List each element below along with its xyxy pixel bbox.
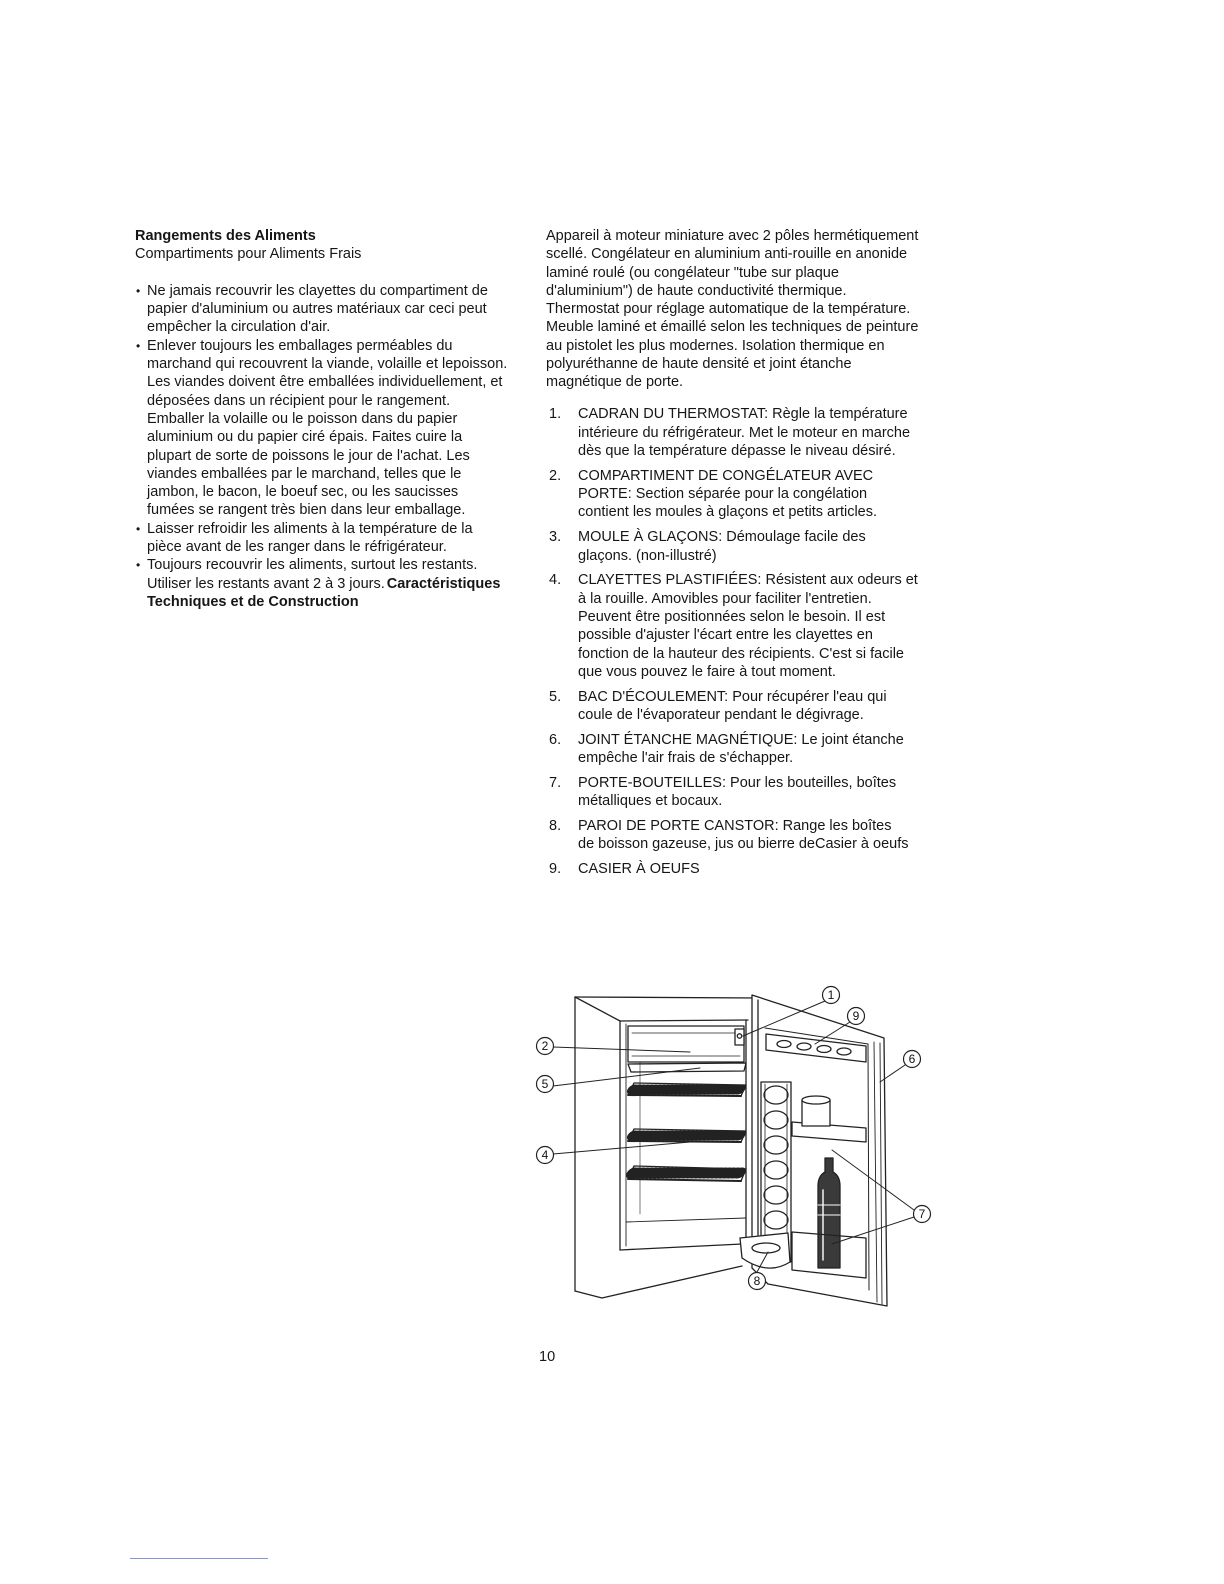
list-item [135, 282, 535, 337]
callout-6 [904, 1051, 921, 1068]
text-line: de boisson gazeuse, jus ou bierre deCasier à oeufs [578, 836, 909, 853]
text-fragment: Utiliser les restants avant 2 à 3 jours. [147, 575, 385, 592]
text-line: viandes emballées par le marchand, telles que le [147, 465, 462, 482]
item-number: 4. [549, 572, 562, 589]
door-canstor [740, 1233, 790, 1268]
callout-label: 5 [541, 1077, 549, 1091]
callout-2 [537, 1038, 554, 1055]
text-line: MOULE À GLAÇONS: Démoulage facile des [578, 529, 866, 546]
item-number: 2. [549, 467, 562, 484]
text-line: empêche l'air frais de s'échapper. [578, 750, 794, 767]
text-line: Laisser refroidir les aliments à la température de la [147, 520, 473, 537]
left-column [135, 227, 535, 611]
text-line: possible d'ajuster l'écart entre les clayettes en [578, 627, 873, 644]
text-line: Meuble laminé et émaillé selon les techniques de peinture [546, 319, 919, 336]
text-line: que vous pouvez le faire à tout moment. [578, 663, 836, 680]
storage-tips-list [135, 282, 535, 611]
text-line: Thermostat pour réglage automatique de la température. [546, 301, 911, 318]
text-line: métalliques et bocaux. [578, 793, 723, 810]
callout-4 [537, 1147, 554, 1164]
text-line: Ne jamais recouvrir les clayettes du compartiment de [147, 282, 488, 299]
callout-7 [914, 1206, 931, 1223]
text-line: Emballer la volaille ou le poisson dans du papier [147, 410, 458, 427]
bullet-icon: • [136, 558, 141, 573]
refrigerator-diagram [520, 975, 960, 1320]
feature-item-door-can-storage [546, 817, 946, 854]
text-line: Enlever toujours les emballages perméables du [147, 337, 453, 354]
text-line: PAROI DE PORTE CANSTOR: Range les boîtes [578, 817, 892, 834]
text-line [147, 575, 535, 593]
callout-5 [537, 1076, 554, 1093]
text-line: CASIER À OEUFS [578, 861, 700, 877]
text-line: papier d'aluminium ou autres matériaux car ceci peut [147, 301, 487, 318]
spacer [135, 264, 535, 282]
text-line: intérieure du réfrigérateur. Met le moteur en marche [578, 424, 911, 441]
callout-label: 8 [753, 1274, 761, 1288]
text-line: marchand qui recouvrent la viande, volaille et lepoisson. [147, 356, 508, 373]
text-line: fumées se rangent très bien dans leur emballage. [147, 502, 466, 519]
thermostat-dial [735, 1029, 744, 1045]
text-line: aluminium ou du papier ciré épais. Faites cuire la [147, 429, 463, 446]
text-line: d'aluminium") de haute conductivité thermique. [546, 282, 847, 299]
text-line: fonction de la hauteur des récipients. C'est si facile [578, 645, 904, 662]
section-heading-food-storage: Rangements des Aliments [135, 228, 316, 244]
features-list [546, 405, 946, 878]
text-line: dès que la température dépasse le niveau désiré. [578, 443, 896, 460]
list-item [135, 556, 535, 611]
text-line: PORTE: Section séparée pour la congélation [578, 486, 868, 503]
text-line: glaçons. (non-illustré) [578, 547, 717, 564]
callout-label: 6 [908, 1052, 916, 1066]
text-line: laminé roulé (ou congélateur "tube sur plaque [546, 264, 839, 281]
bullet-icon: • [136, 283, 141, 298]
text-line: au pistolet les plus modernes. Isolation thermique en [546, 337, 885, 354]
drip-tray [628, 1063, 746, 1072]
text-line: Appareil à moteur miniature avec 2 pôles hermétiquement [546, 228, 919, 244]
callout-label: 7 [918, 1207, 926, 1221]
feature-item-egg-rack [546, 860, 946, 878]
section-heading-specifications: Caractéristiques [386, 575, 501, 592]
text-line: CLAYETTES PLASTIFIÉES: Résistent aux odeurs et [578, 572, 918, 589]
callout-label: 1 [827, 988, 835, 1002]
text-line: scellé. Congélateur en aluminium anti-rouille en anonide [546, 246, 908, 263]
text-line: Peuvent être positionnées selon le besoin. Il est [578, 608, 886, 625]
footer-rule [130, 1558, 268, 1559]
feature-item-drip-tray [546, 688, 946, 725]
page-number: 10 [539, 1349, 556, 1365]
section-subheading-fresh-food: Compartiments pour Aliments Frais [135, 246, 362, 263]
shelf-bottom [628, 1166, 746, 1181]
item-number: 7. [549, 774, 562, 791]
feature-item-ice-tray [546, 528, 946, 565]
text-line: BAC D'ÉCOULEMENT: Pour récupérer l'eau qui [578, 688, 887, 705]
text-line: CADRAN DU THERMOSTAT: Règle la température [578, 406, 908, 423]
item-number: 5. [549, 688, 562, 705]
item-number: 3. [549, 529, 562, 546]
bullet-icon: • [136, 521, 141, 536]
callout-8 [749, 1273, 766, 1290]
callout-label: 2 [541, 1039, 549, 1053]
text-line: Toujours recouvrir les aliments, surtout les restants. [147, 557, 478, 574]
text-line: COMPARTIMENT DE CONGÉLATEUR AVEC [578, 467, 874, 484]
item-number: 9. [549, 861, 562, 877]
text-line: déposées dans un récipient pour le rangement. [147, 392, 451, 409]
section-heading-specifications-cont: Techniques et de Construction [147, 593, 359, 610]
shelf-middle [628, 1129, 746, 1142]
item-number: 1. [549, 406, 562, 423]
list-item [135, 337, 535, 520]
text-line: magnétique de porte. [546, 374, 684, 391]
text-line: Les viandes doivent être emballées individuellement, et [147, 374, 503, 391]
text-line: JOINT ÉTANCHE MAGNÉTIQUE: Le joint étanche [578, 731, 904, 748]
list-item [135, 520, 535, 557]
freezer-compartment [628, 1026, 744, 1062]
feature-item-shelves [546, 571, 946, 681]
text-line: polyuréthanne de haute densité et joint étanche [546, 356, 852, 373]
item-number: 8. [549, 817, 562, 834]
text-line: contient les moules à glaçons et petits articles. [578, 504, 878, 521]
callout-9 [848, 1008, 865, 1025]
feature-item-thermostat-dial [546, 405, 946, 460]
text-line: jambon, le bacon, le boeuf sec, ou les saucisses [147, 484, 459, 501]
shelf-top [628, 1083, 746, 1096]
feature-item-magnetic-gasket [546, 731, 946, 768]
callout-label: 4 [541, 1148, 549, 1162]
callout-label: 9 [852, 1009, 860, 1023]
text-line: à la rouille. Amovibles pour faciliter l'entretien. [578, 590, 872, 607]
text-line: pièce avant de les ranger dans le réfrigérateur. [147, 539, 447, 556]
text-line: empêcher la circulation d'air. [147, 319, 331, 336]
callout-1 [823, 987, 840, 1004]
text-line: PORTE-BOUTEILLES: Pour les bouteilles, boîtes [578, 774, 897, 791]
text-line: coule de l'évaporateur pendant le dégivrage. [578, 706, 864, 723]
text-line: plupart de sorte de poissons le jour de l'achat. Les [147, 447, 470, 464]
feature-item-freezer-compartment [546, 467, 946, 522]
bullet-icon: • [136, 338, 141, 353]
construction-description [546, 227, 946, 392]
right-column [546, 227, 946, 878]
item-number: 6. [549, 731, 562, 748]
feature-item-bottle-rack [546, 774, 946, 811]
